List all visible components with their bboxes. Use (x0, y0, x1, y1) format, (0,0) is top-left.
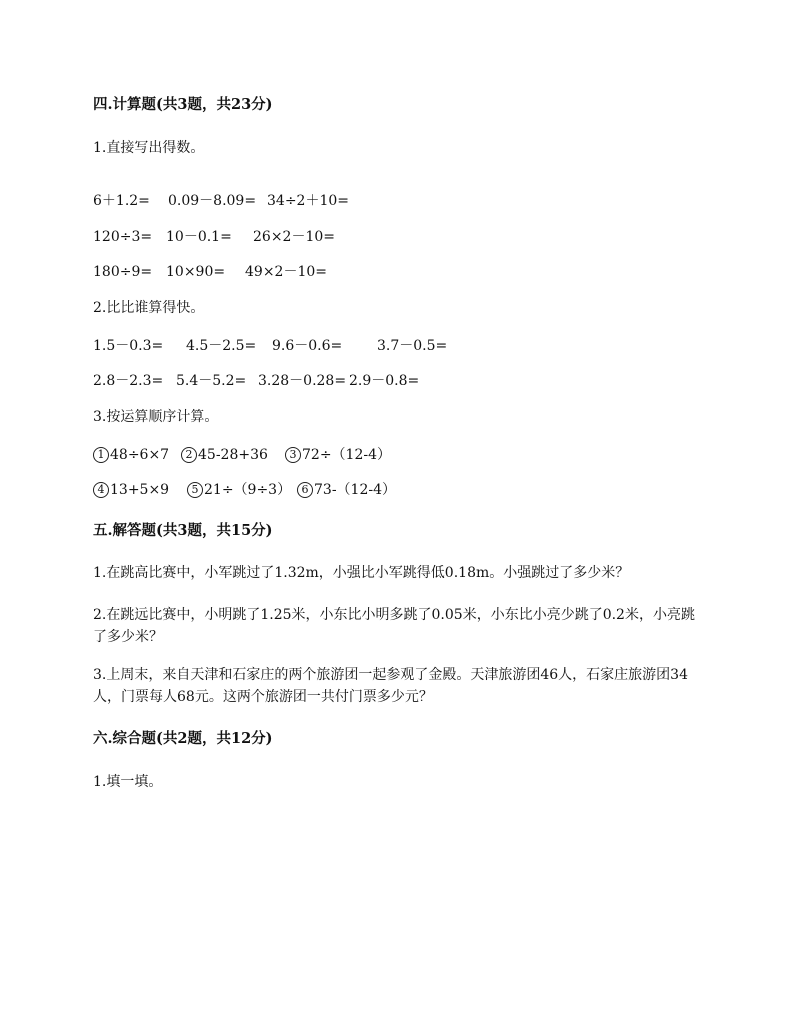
q3-item (181, 446, 268, 464)
q3-item-expr: 73-（12-4） (314, 482, 396, 498)
q1-expr: 10－0.1= (166, 229, 232, 245)
q1-expr: 0.09－8.09= (168, 193, 257, 209)
q3-item-expr: 72÷（12-4） (302, 447, 391, 463)
section-5-question: 2.在跳远比赛中，小明跳了1.25米，小东比小明多跳了0.05米，小东比小亮少跳了0.2米，小亮跳了多少米？ (93, 607, 695, 645)
q2-expr: 3.28－0.28= (258, 373, 347, 389)
q3-item-number: 2 (181, 447, 197, 463)
q2-title: 2.比比谁算得快。 (93, 300, 205, 316)
q3-item (187, 481, 291, 499)
section-6-heading: 六.综合题(共2题，共12分) (93, 730, 273, 747)
section-5-question: 3.上周末，来自天津和石家庄的两个旅游团一起参观了金殿。天津旅游团46人，石家庄旅游团34人，门票每人68元。这两个旅游团一共付门票多少元？ (93, 667, 688, 705)
q3-item-number: 1 (93, 447, 109, 463)
q3-item-expr: 21÷（9÷3） (204, 482, 292, 498)
q3-item (285, 446, 391, 464)
section-5-heading: 五.解答题(共3题，共15分) (93, 522, 273, 539)
section-5-question: 1.在跳高比赛中，小军跳过了1.32m，小强比小军跳得低0.18m。小强跳过了多少米？ (93, 565, 630, 581)
q2-expr: 5.4－5.2= (176, 373, 247, 389)
q1-expr: 10×90= (166, 264, 226, 280)
q1-title: 1.直接写出得数。 (93, 140, 205, 156)
q3-title: 3.按运算顺序计算。 (93, 409, 219, 425)
q3-item-expr: 48÷6×7 (110, 447, 170, 463)
q1-expr: 6＋1.2= (93, 193, 150, 209)
q3-item (93, 481, 169, 499)
q3-item (93, 446, 169, 464)
q1-expr: 34÷2＋10= (267, 193, 349, 209)
q1-expr: 26×2－10= (253, 229, 335, 245)
q2-expr: 3.7－0.5= (377, 338, 448, 354)
q2-expr: 9.6－0.6= (272, 338, 343, 354)
q3-item-expr: 13+5×9 (110, 482, 170, 498)
q3-item (297, 481, 396, 499)
q2-expr: 2.8－2.3= (93, 373, 164, 389)
section-4-heading: 四.计算题(共3题，共23分) (93, 96, 273, 113)
q2-expr: 2.9－0.8= (349, 373, 420, 389)
q2-expr: 4.5－2.5= (186, 338, 257, 354)
q3-item-number: 3 (285, 447, 301, 463)
q3-item-expr: 45-28+36 (198, 447, 268, 463)
q2-expr: 1.5－0.3= (93, 338, 164, 354)
q1-expr: 49×2－10= (245, 264, 327, 280)
q1-expr: 180÷9= (93, 264, 153, 280)
q3-item-number: 4 (93, 482, 109, 498)
q3-item-number: 5 (187, 482, 203, 498)
q1-expr: 120÷3= (93, 229, 153, 245)
section-6-question: 1.填一填。 (93, 774, 163, 790)
q3-item-number: 6 (297, 482, 313, 498)
